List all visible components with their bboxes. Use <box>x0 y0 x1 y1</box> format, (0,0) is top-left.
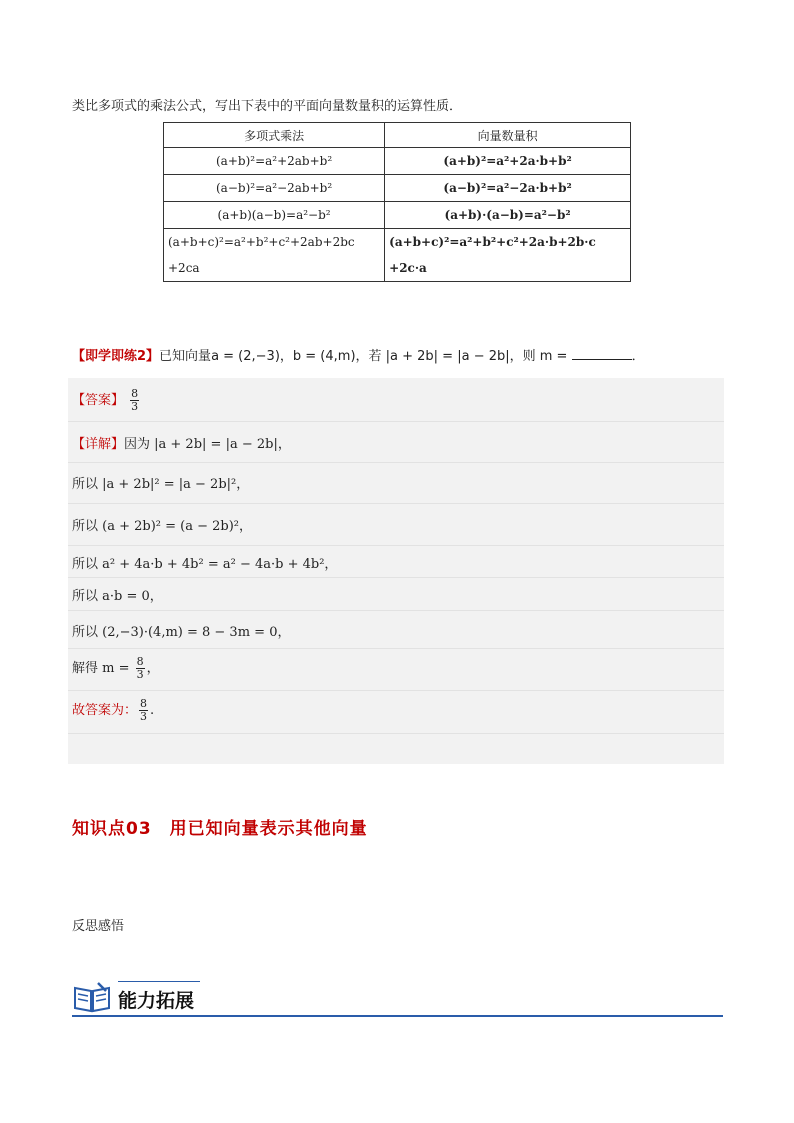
section-rule <box>72 1015 723 1017</box>
intro-text: 类比多项式的乘法公式，写出下表中的平面向量数量积的运算性质． <box>72 99 463 114</box>
detail-line: 所以 (2,−3)·(4,m) = 8 − 3m = 0， <box>72 625 291 640</box>
solve-fraction <box>136 656 145 681</box>
poly-cell: (a+b)²=a²+2ab+b² <box>164 148 385 175</box>
book-icon <box>72 980 112 1014</box>
poly-cell: (a+b)(a−b)=a²−b² <box>164 202 385 229</box>
detail-line: 所以 |a + 2b|² = |a − 2b|²， <box>72 477 250 492</box>
reflection-label: 反思感悟 <box>72 919 125 934</box>
poly-cell: (a−b)²=a²−2ab+b² <box>164 175 385 202</box>
solve-suffix: ， <box>146 661 160 676</box>
vector-cell: (a−b)²=a²−2a·b+b² <box>385 175 631 202</box>
table-row <box>164 202 631 229</box>
detail-line: 所以 a² + 4a·b + 4b² = a² − 4a·b + 4b²， <box>72 557 338 572</box>
answer-blank <box>572 347 632 360</box>
final-prefix: 故答案为： <box>72 703 138 718</box>
final-suffix: . <box>150 703 155 718</box>
table-row <box>164 148 631 175</box>
ability-heading: 能力拓展 <box>118 990 195 1012</box>
detail-tag: 【详解】 <box>72 437 125 452</box>
section-heading: 知识点03 用已知向量表示其他向量 <box>72 819 368 839</box>
practice-tag: 【即学即练2】 <box>72 349 160 364</box>
numerator: 8 <box>136 655 144 668</box>
detail-line: 所以 a·b = 0， <box>72 589 163 604</box>
divider <box>68 648 724 649</box>
answer-fraction <box>130 388 139 413</box>
poly-cell: (a+b+c)²=a²+b²+c²+2ab+2bc +2ca <box>164 229 385 282</box>
denominator: 3 <box>131 400 139 413</box>
table-header: 多项式乘法 <box>164 123 385 148</box>
divider <box>68 577 724 578</box>
practice-end: ． <box>631 349 645 364</box>
final-fraction <box>139 698 148 723</box>
operation-table <box>163 122 631 282</box>
practice-text-b: a = (2,−3)，b = (4,m)，若 |a + 2b| = |a − 2b|，则 m = <box>211 349 572 364</box>
divider <box>68 421 724 422</box>
detail-text: 因为 |a + 2b| = |a − 2b|， <box>124 437 291 452</box>
practice-text-a: 已知向量 <box>159 349 212 364</box>
detail-line: 所以 (a + 2b)² = (a − 2b)²， <box>72 519 253 534</box>
divider <box>68 610 724 611</box>
vector-cell: (a+b+c)²=a²+b²+c²+2a·b+2b·c +2c·a <box>385 229 631 282</box>
table-row <box>164 229 631 282</box>
table-header-row <box>164 123 631 148</box>
divider <box>68 545 724 546</box>
vector-cell: (a+b)²=a²+2a·b+b² <box>385 148 631 175</box>
answer-tag: 【答案】 <box>72 393 125 408</box>
table-header: 向量数量积 <box>385 123 631 148</box>
divider <box>68 690 724 691</box>
denominator: 3 <box>136 668 144 681</box>
denominator: 3 <box>140 710 148 723</box>
solve-prefix: 解得 m = <box>72 661 134 676</box>
answer-line <box>72 388 141 413</box>
detail-line <box>72 433 291 452</box>
final-answer-line <box>72 698 154 723</box>
numerator: 8 <box>131 387 139 400</box>
table-row <box>164 175 631 202</box>
numerator: 8 <box>140 697 148 710</box>
divider <box>68 462 724 463</box>
solve-line <box>72 656 160 681</box>
divider <box>68 733 724 734</box>
header-rule <box>118 981 200 982</box>
divider <box>68 503 724 504</box>
vector-cell: (a+b)·(a−b)=a²−b² <box>385 202 631 229</box>
practice-question <box>72 345 645 364</box>
